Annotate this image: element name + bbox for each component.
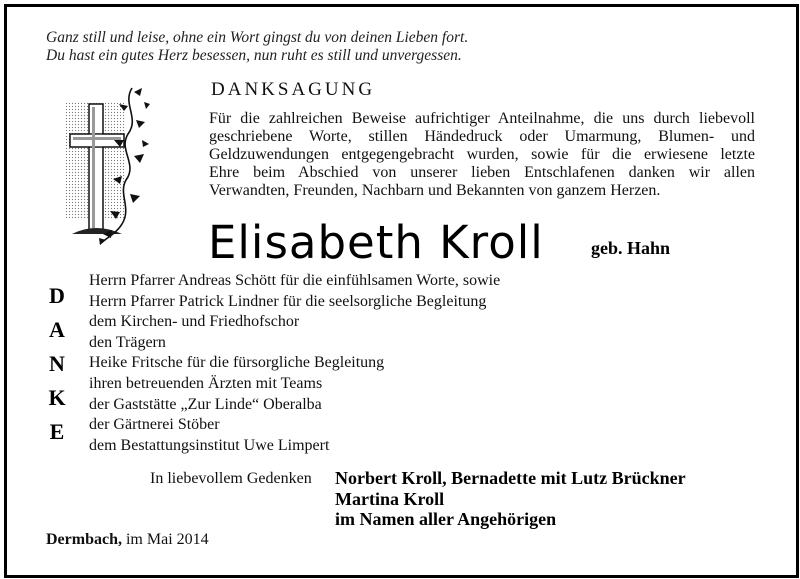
gratitude-line: Geldzuwendungen entgegengebracht wurden, sowie für die erwiesene letzte xyxy=(209,146,755,163)
list-item: den Trägern xyxy=(89,333,166,351)
list-item: der Gärtnerei Stöber xyxy=(89,416,220,434)
signatory-line: Norbert Kroll, Bernadette mit Lutz Brückner xyxy=(335,468,686,488)
gratitude-line: geschriebene Worte, stillen Händedruck oder Umarmung, Blumen- und xyxy=(209,128,755,145)
list-item: dem Kirchen- und Friedhofschor xyxy=(89,313,300,331)
list-item: Herrn Pfarrer Andreas Schött für die einfühlsamen Worte, sowie xyxy=(89,272,501,289)
maiden-name: geb. Hahn xyxy=(591,238,671,258)
place-town: Dermbach, xyxy=(46,531,122,548)
poem-line-1: Ganz still und leise, ohne ein Wort gingst du von deinen Lieben fort. xyxy=(46,29,469,46)
danke-letter: E xyxy=(49,419,65,444)
danke-letter: A xyxy=(49,317,65,342)
thanks-list xyxy=(89,271,500,456)
gedenken-label: In liebevollem Gedenken xyxy=(150,470,312,487)
place-date xyxy=(46,531,209,549)
list-item: ihren betreuenden Ärzten mit Teams xyxy=(89,374,323,392)
gratitude-line: Verwandten, Freunden, Nachbarn und Bekannten von ganzem Herzen. xyxy=(209,182,661,199)
list-item: der Gaststätte „Zur Linde“ Oberalba xyxy=(89,395,322,413)
cross-with-ivy-icon xyxy=(62,84,162,249)
date-text: im Mai 2014 xyxy=(121,531,209,548)
danke-vertical-word xyxy=(45,279,69,449)
page-title: DANKSAGUNG xyxy=(211,79,376,100)
poem-line-2: Du hast ein gutes Herz besessen, nun ruht es still und unvergessen. xyxy=(46,47,462,64)
gratitude-line: Für die zahlreichen Beweise aufrichtiger Anteilnahme, die uns durch liebevoll xyxy=(209,110,755,127)
list-item: Herrn Pfarrer Patrick Lindner für die seelsorgliche Begleitung xyxy=(89,292,487,310)
signatory-line: Martina Kroll xyxy=(335,489,445,509)
danke-letter: K xyxy=(48,385,66,410)
list-item: Heike Fritsche für die fürsorgliche Begleitung xyxy=(89,354,385,372)
list-item: dem Bestattungsinstitut Uwe Limpert xyxy=(89,436,330,454)
deceased-name: Elisabeth Kroll xyxy=(208,216,544,269)
danke-letter: D xyxy=(49,283,65,308)
signatory-line: im Namen aller Angehörigen xyxy=(335,509,557,529)
gratitude-paragraph xyxy=(209,110,755,200)
danke-letter: N xyxy=(49,351,65,376)
gratitude-line: Ehre beim Abschied von unserer lieben Entschlafenen danken wir allen xyxy=(209,164,755,181)
